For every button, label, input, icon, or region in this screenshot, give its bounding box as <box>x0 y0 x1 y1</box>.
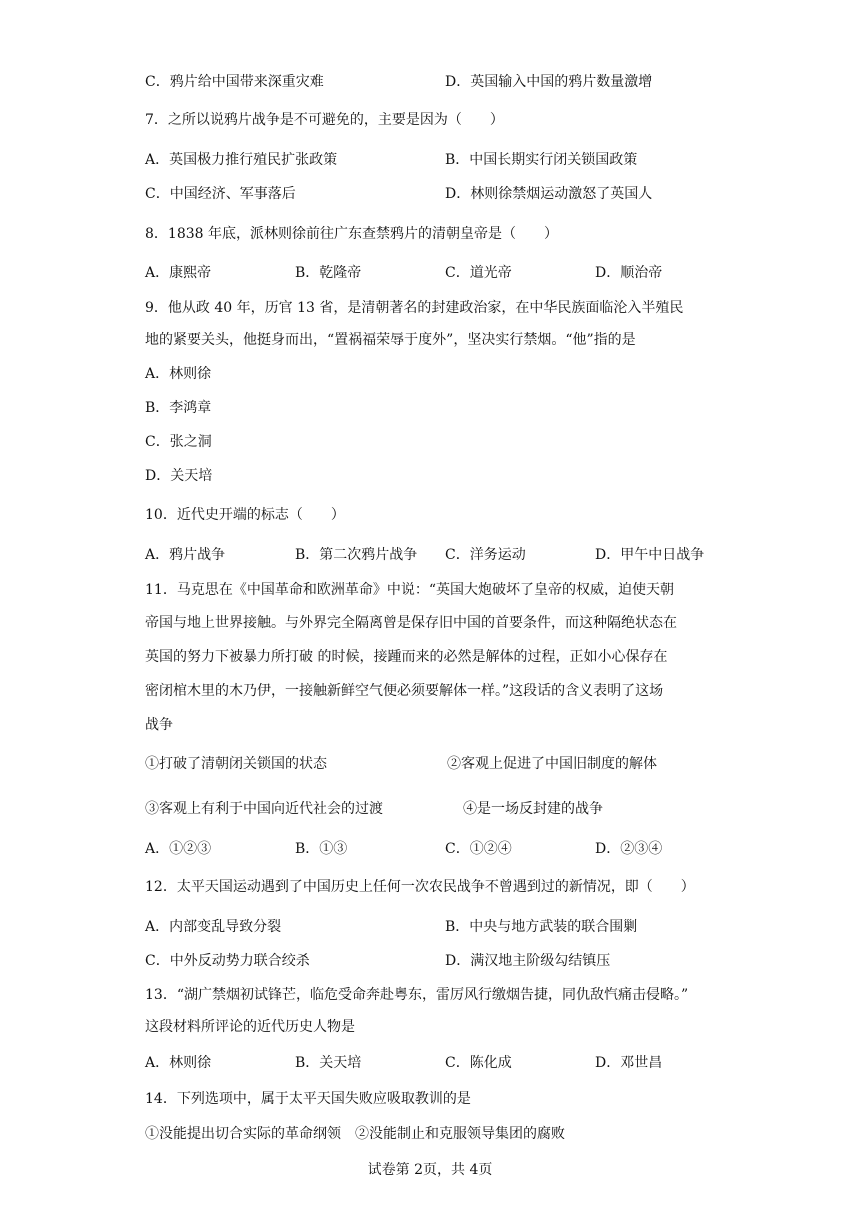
q12-option-d: D．满汉地主阶级勾结镇压 <box>445 953 611 969</box>
q12-option-c: C．中外反动势力联合绞杀 <box>145 953 310 969</box>
q13-stem-line-1: 13．“湖广禁烟初试锋芒，临危受命奔赴粤东，雷厉风行缴烟告捷，同仇敌忾痛击侵略。” <box>145 987 689 1003</box>
q10-option-b: B．第二次鸦片战争 <box>295 547 418 563</box>
q13-stem-line-2: 这段材料所评论的近代历史人物是 <box>145 1019 355 1035</box>
q11-option-a: A．①②③ <box>145 841 212 857</box>
q7-option-b: B．中国长期实行闭关锁国政策 <box>445 152 638 168</box>
q8-option-b: B．乾隆帝 <box>295 265 362 281</box>
q11-option-d: D．②③④ <box>595 841 663 857</box>
q9-option-d: D．关天培 <box>145 468 213 484</box>
q14-stem: 14．下列选项中，属于太平天国失败应吸取教训的是 <box>145 1091 471 1107</box>
q11-items-row-2 <box>145 799 725 819</box>
q8-option-a: A．康熙帝 <box>145 265 212 281</box>
q9-option-b: B．李鸿章 <box>145 400 212 416</box>
q10-option-d: D．甲午中日战争 <box>595 547 705 563</box>
q10-option-c: C．洋务运动 <box>445 547 526 563</box>
q13-option-c: C．陈化成 <box>445 1055 512 1071</box>
q11-item-1: ①打破了清朝闭关锁国的状态 <box>145 756 327 772</box>
q13-option-a: A．林则徐 <box>145 1055 212 1071</box>
q13-options-row <box>145 1053 725 1073</box>
q11-item-2: ②客观上促进了中国旧制度的解体 <box>447 756 657 772</box>
q10-option-a: A．鸦片战争 <box>145 547 226 563</box>
q14-items: ①没能提出切合实际的革命纲领 ②没能制止和克服领导集团的腐败 <box>145 1126 565 1142</box>
q11-item-3: ③客观上有利于中国向近代社会的过渡 <box>145 801 383 817</box>
q11-stem-line-1: 11．马克思在《中国革命和欧洲革命》中说：“英国大炮破坏了皇帝的权威，迫使天朝 <box>145 582 674 598</box>
q10-options-row <box>145 545 725 565</box>
q7-stem: 7．之所以说鸦片战争是不可避免的，主要是因为（ ） <box>145 112 504 128</box>
q10-stem: 10．近代史开端的标志（ ） <box>145 507 345 523</box>
q7-option-a: A．英国极力推行殖民扩张政策 <box>145 152 338 168</box>
q8-stem: 8．1838 年底，派林则徐前往广东查禁鸦片的清朝皇帝是（ ） <box>145 226 558 242</box>
q11-stem-line-2: 帝国与地上世界接触。与外界完全隔离曾是保存旧中国的首要条件，而这种隔绝状态在 <box>145 615 677 631</box>
q12-stem: 12．太平天国运动遇到了中国历史上任何一次农民战争不曾遇到过的新情况，即（ ） <box>145 879 695 895</box>
q11-option-c: C．①②④ <box>445 841 512 857</box>
q6-options-row-2 <box>145 72 725 92</box>
q7-options-row-1 <box>145 150 725 170</box>
q7-option-d: D．林则徐禁烟运动激怒了英国人 <box>445 186 653 202</box>
q12-options-row-2 <box>145 951 725 971</box>
q9-stem-line-1: 9．他从政 40 年，历官 13 省，是清朝著名的封建政治家，在中华民族面临沦入半殖民 <box>145 300 684 316</box>
q11-options-row <box>145 839 725 859</box>
q7-option-c: C．中国经济、军事落后 <box>145 186 296 202</box>
q11-option-b: B．①③ <box>295 841 348 857</box>
q13-option-b: B．关天培 <box>295 1055 362 1071</box>
q9-option-c: C．张之洞 <box>145 434 212 450</box>
q11-stem-line-4: 密闭棺木里的木乃伊，一接触新鲜空气便必须要解体一样。”这段话的含义表明了这场 <box>145 683 664 699</box>
q12-options-row-1 <box>145 917 725 937</box>
q8-options-row <box>145 263 725 283</box>
q8-option-d: D．顺治帝 <box>595 265 663 281</box>
q9-stem-line-2: 地的紧要关头，他挺身而出，“置祸福荣辱于度外”，坚决实行禁烟。“他”指的是 <box>145 332 636 348</box>
page-footer: 试卷第 2页，共 4页 <box>367 1162 493 1178</box>
q11-item-4: ④是一场反封建的战争 <box>463 801 603 817</box>
q11-stem-line-3: 英国的努力下被暴力所打破 的时候，接踵而来的必然是解体的过程，正如小心保存在 <box>145 649 668 665</box>
q13-option-d: D．邓世昌 <box>595 1055 663 1071</box>
q12-option-a: A．内部变乱导致分裂 <box>145 919 282 935</box>
q6-option-c: C．鸦片给中国带来深重灾难 <box>145 74 324 90</box>
q9-option-a: A．林则徐 <box>145 366 212 382</box>
q8-option-c: C．道光帝 <box>445 265 512 281</box>
q11-items-row-1 <box>145 754 725 774</box>
q11-stem-line-5: 战争 <box>145 717 173 733</box>
q7-options-row-2 <box>145 184 725 204</box>
q6-option-d: D．英国输入中国的鸦片数量激增 <box>445 74 653 90</box>
q12-option-b: B．中央与地方武装的联合围剿 <box>445 919 638 935</box>
